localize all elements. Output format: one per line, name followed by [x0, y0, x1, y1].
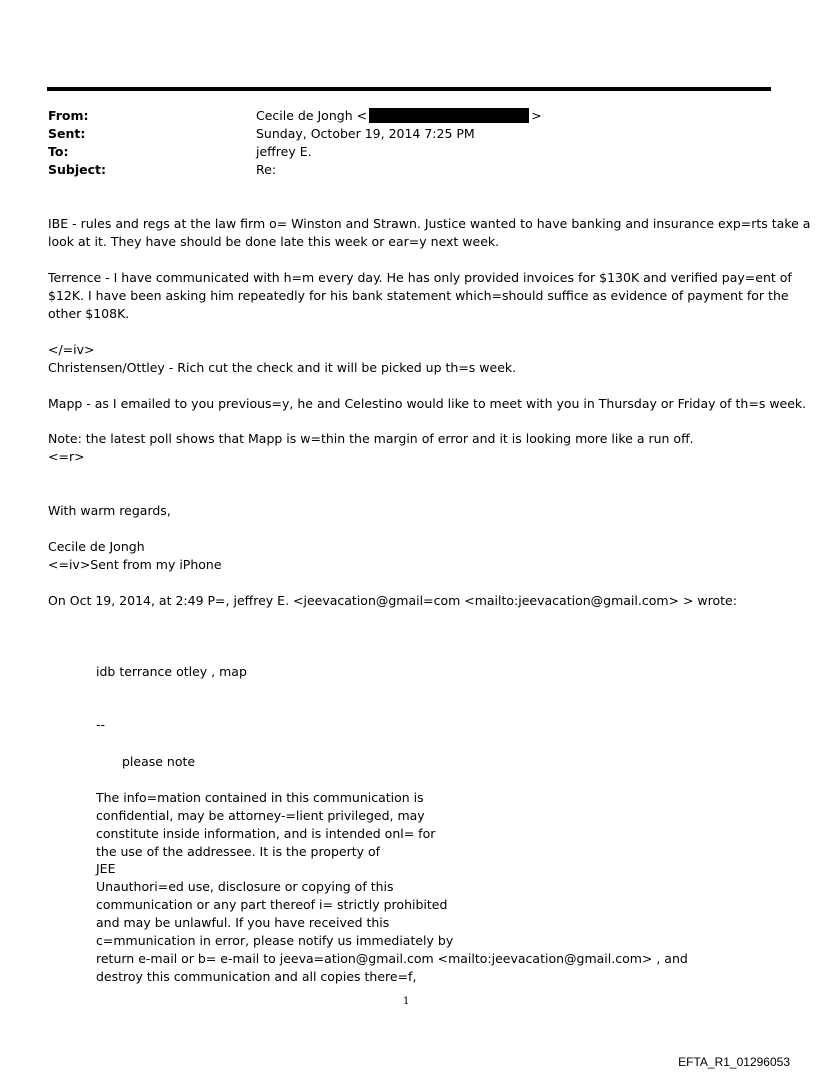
sent-value: Sunday, October 19, 2014 7:25 PM: [256, 126, 475, 141]
from-name: Cecile de Jongh <: [256, 108, 368, 123]
quoted-dashes: --: [96, 717, 106, 732]
subject-value: Re:: [256, 162, 277, 177]
disclaimer-line: destroy this communication and all copies there=f,: [96, 969, 417, 984]
closing: With warm regards,: [48, 503, 171, 518]
body-line: Terrence - I have communicated with h=m every day. He has only provided invoices for $130K and verified pay=ent of: [48, 270, 792, 285]
signature-name: Cecile de Jongh: [48, 539, 145, 554]
please-note: please note: [122, 754, 196, 769]
body-line: Note: the latest poll shows that Mapp is w=thin the margin of error and it is looking more like a run off.: [48, 431, 694, 446]
body-line: Christensen/Ottley - Rich cut the check and it will be picked up th=s week.: [48, 360, 517, 375]
disclaimer-line: and may be unlawful. If you have received this: [96, 915, 390, 930]
disclaimer-line: confidential, may be attorney-=lient privileged, may: [96, 808, 425, 823]
disclaimer-line: communication or any part thereof i= strictly prohibited: [96, 897, 448, 912]
document-id: EFTA_R1_01296053: [678, 1055, 790, 1069]
header-rule: [47, 87, 771, 91]
page-number: 1: [403, 996, 410, 1007]
body-line: IBE - rules and regs at the law firm o= Winston and Strawn. Justice wanted to have banking and insurance exp=rts take a: [48, 216, 811, 231]
to-value: jeffrey E.: [256, 144, 312, 159]
sent-label: Sent:: [48, 126, 86, 141]
body-line: </=iv>: [48, 342, 95, 357]
wrote-line: On Oct 19, 2014, at 2:49 P=, jeffrey E. <jeevacation@gmail=com <mailto:jeevacation@gmail.com> > wrote:: [48, 593, 737, 608]
disclaimer-line: the use of the addressee. It is the property of: [96, 844, 381, 859]
to-label: To:: [48, 144, 69, 159]
disclaimer-line: c=mmunication in error, please notify us immediately by: [96, 933, 454, 948]
body-line: Mapp - as I emailed to you previous=y, he and Celestino would like to meet with you in Thursday or Friday of th=s week.: [48, 396, 807, 411]
from-label: From:: [48, 108, 89, 123]
quoted-message: idb terrance otley , map: [96, 664, 247, 679]
from-value: [256, 107, 542, 125]
body-line: look at it. They have should be done late this week or ear=y next week.: [48, 234, 500, 249]
from-close: >: [531, 108, 542, 123]
disclaimer-line: The info=mation contained in this communication is: [96, 790, 424, 805]
redaction-box: [369, 108, 529, 123]
body-line: other $108K.: [48, 306, 130, 321]
disclaimer-line: constitute inside information, and is intended onl= for: [96, 826, 436, 841]
disclaimer-line: Unauthori=ed use, disclosure or copying of this: [96, 879, 394, 894]
subject-label: Subject:: [48, 162, 106, 177]
body-line: <=r>: [48, 449, 85, 464]
disclaimer-line: return e-mail or b= e-mail to jeeva=ation@gmail.com <mailto:jeevacation@gmail.com> , and: [96, 951, 688, 966]
disclaimer-line: JEE: [96, 861, 116, 876]
body-line: $12K. I have been asking him repeatedly for his bank statement which=should suffice as evidence of payment for the: [48, 288, 789, 303]
signature-line: <=iv>Sent from my iPhone: [48, 557, 222, 572]
